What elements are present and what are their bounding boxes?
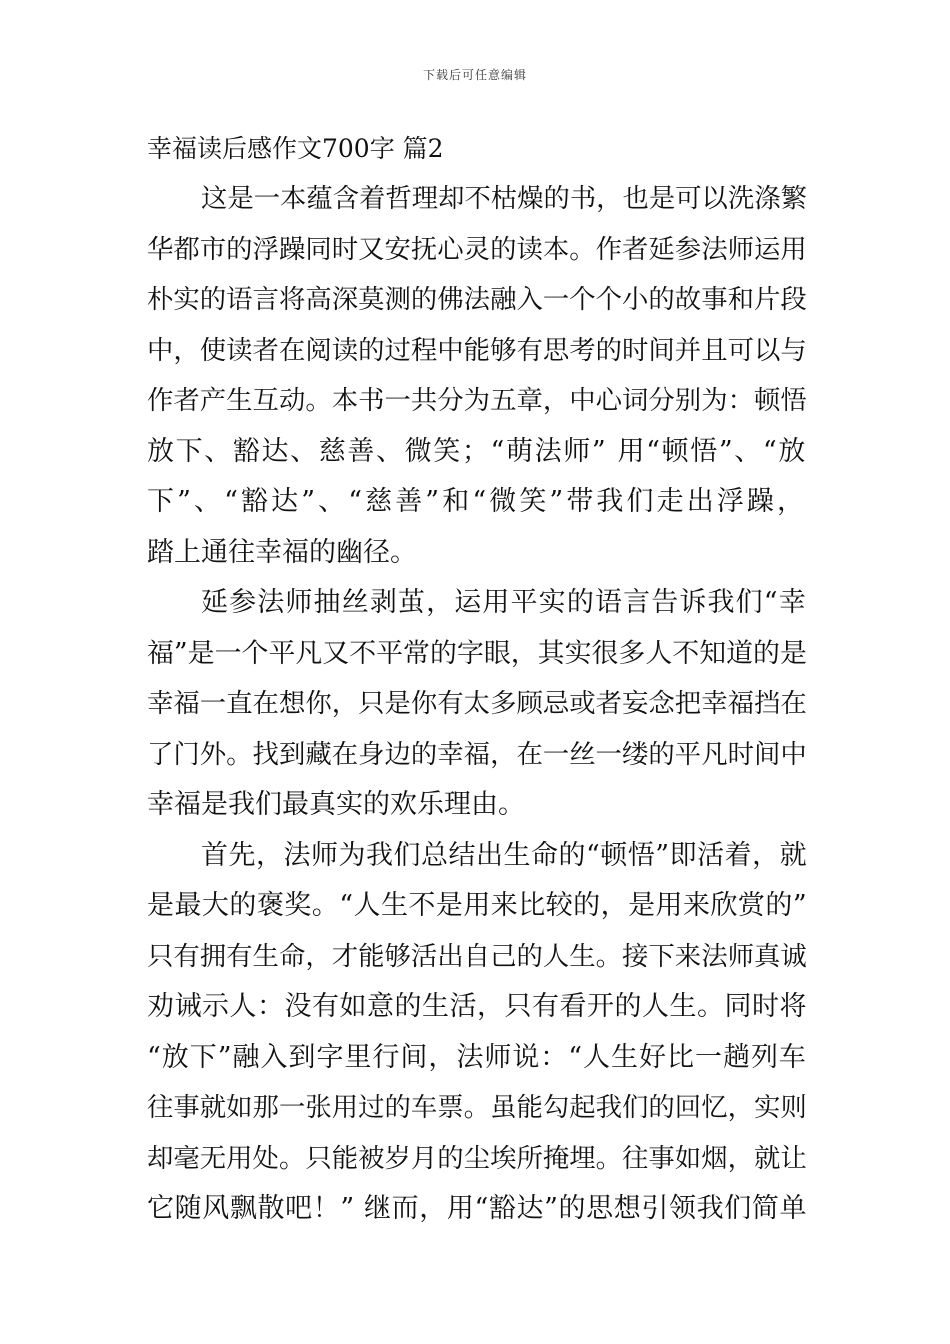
paragraph-line: 踏上通往幸福的幽径。 (147, 536, 417, 568)
paragraph-line: 下”、“豁达”、“慈善”和“微笑”带我们走出浮躁， (147, 486, 808, 517)
paragraph-line: 了门外。找到藏在身边的幸福，在一丝一缕的平凡时间中 (147, 738, 807, 770)
paragraph-line: 这是一本蕴含着哲理却不枯燥的书，也是可以洗涤繁 (201, 184, 807, 214)
paragraph-line: 华都市的浮躁同时又安抚心灵的读本。作者延参法师运用 (147, 233, 807, 265)
paragraph-line: 劝诫示人：没有如意的生活，只有看开的人生。同时将 (147, 991, 807, 1022)
paragraph-line: 放下、豁达、慈善、微笑；“萌法师” 用“顿悟”、“放 (147, 435, 807, 467)
paragraph-line: 福”是一个平凡又不平常的字眼，其实很多人不知道的是 (147, 637, 807, 669)
paragraph-line: 幸福一直在想你，只是你有太多顾忌或者妄念把幸福挡在 (147, 688, 807, 719)
paragraph-line: 只有拥有生命，才能够活出自己的人生。接下来法师真诚 (147, 940, 807, 972)
paragraph-line: 往事就如那一张用过的车票。虽能勾起我们的回忆，实则 (147, 1092, 807, 1123)
paragraph-line: 它随风飘散吧！” 继而，用“豁达”的思想引领我们简单 (147, 1193, 808, 1224)
paragraph-line: 朴实的语言将高深莫测的佛法融入一个个小的故事和片段 (147, 284, 807, 315)
paragraph-line: “放下”融入到字里行间，法师说：“人生好比一趟列车 (147, 1041, 807, 1073)
paragraph-line: 幸福是我们最真实的欢乐理由。 (147, 789, 525, 820)
paragraph-line: 首先，法师为我们总结出生命的“顿悟”即活着，就 (201, 839, 808, 871)
paragraph-line: 作者产生互动。本书一共分为五章，中心词分别为：顿悟 (147, 385, 807, 416)
paragraph-line: 是最大的褒奖。“人生不是用来比较的，是用来欣赏的” (147, 890, 808, 921)
paragraph-line: 中，使读者在阅读的过程中能够有思考的时间并且可以与 (147, 334, 807, 366)
paragraph-line: 延参法师抽丝剥茧，运用平实的语言告诉我们“幸 (201, 587, 807, 618)
document-body (147, 179, 807, 1240)
page-header: 下载后可任意编辑 (422, 68, 527, 82)
document-title: 幸福读后感作文700字 篇2 (147, 134, 444, 163)
paragraph-line: 却毫无用处。只能被岁月的尘埃所掩埋。往事如烟，就让 (147, 1142, 807, 1174)
